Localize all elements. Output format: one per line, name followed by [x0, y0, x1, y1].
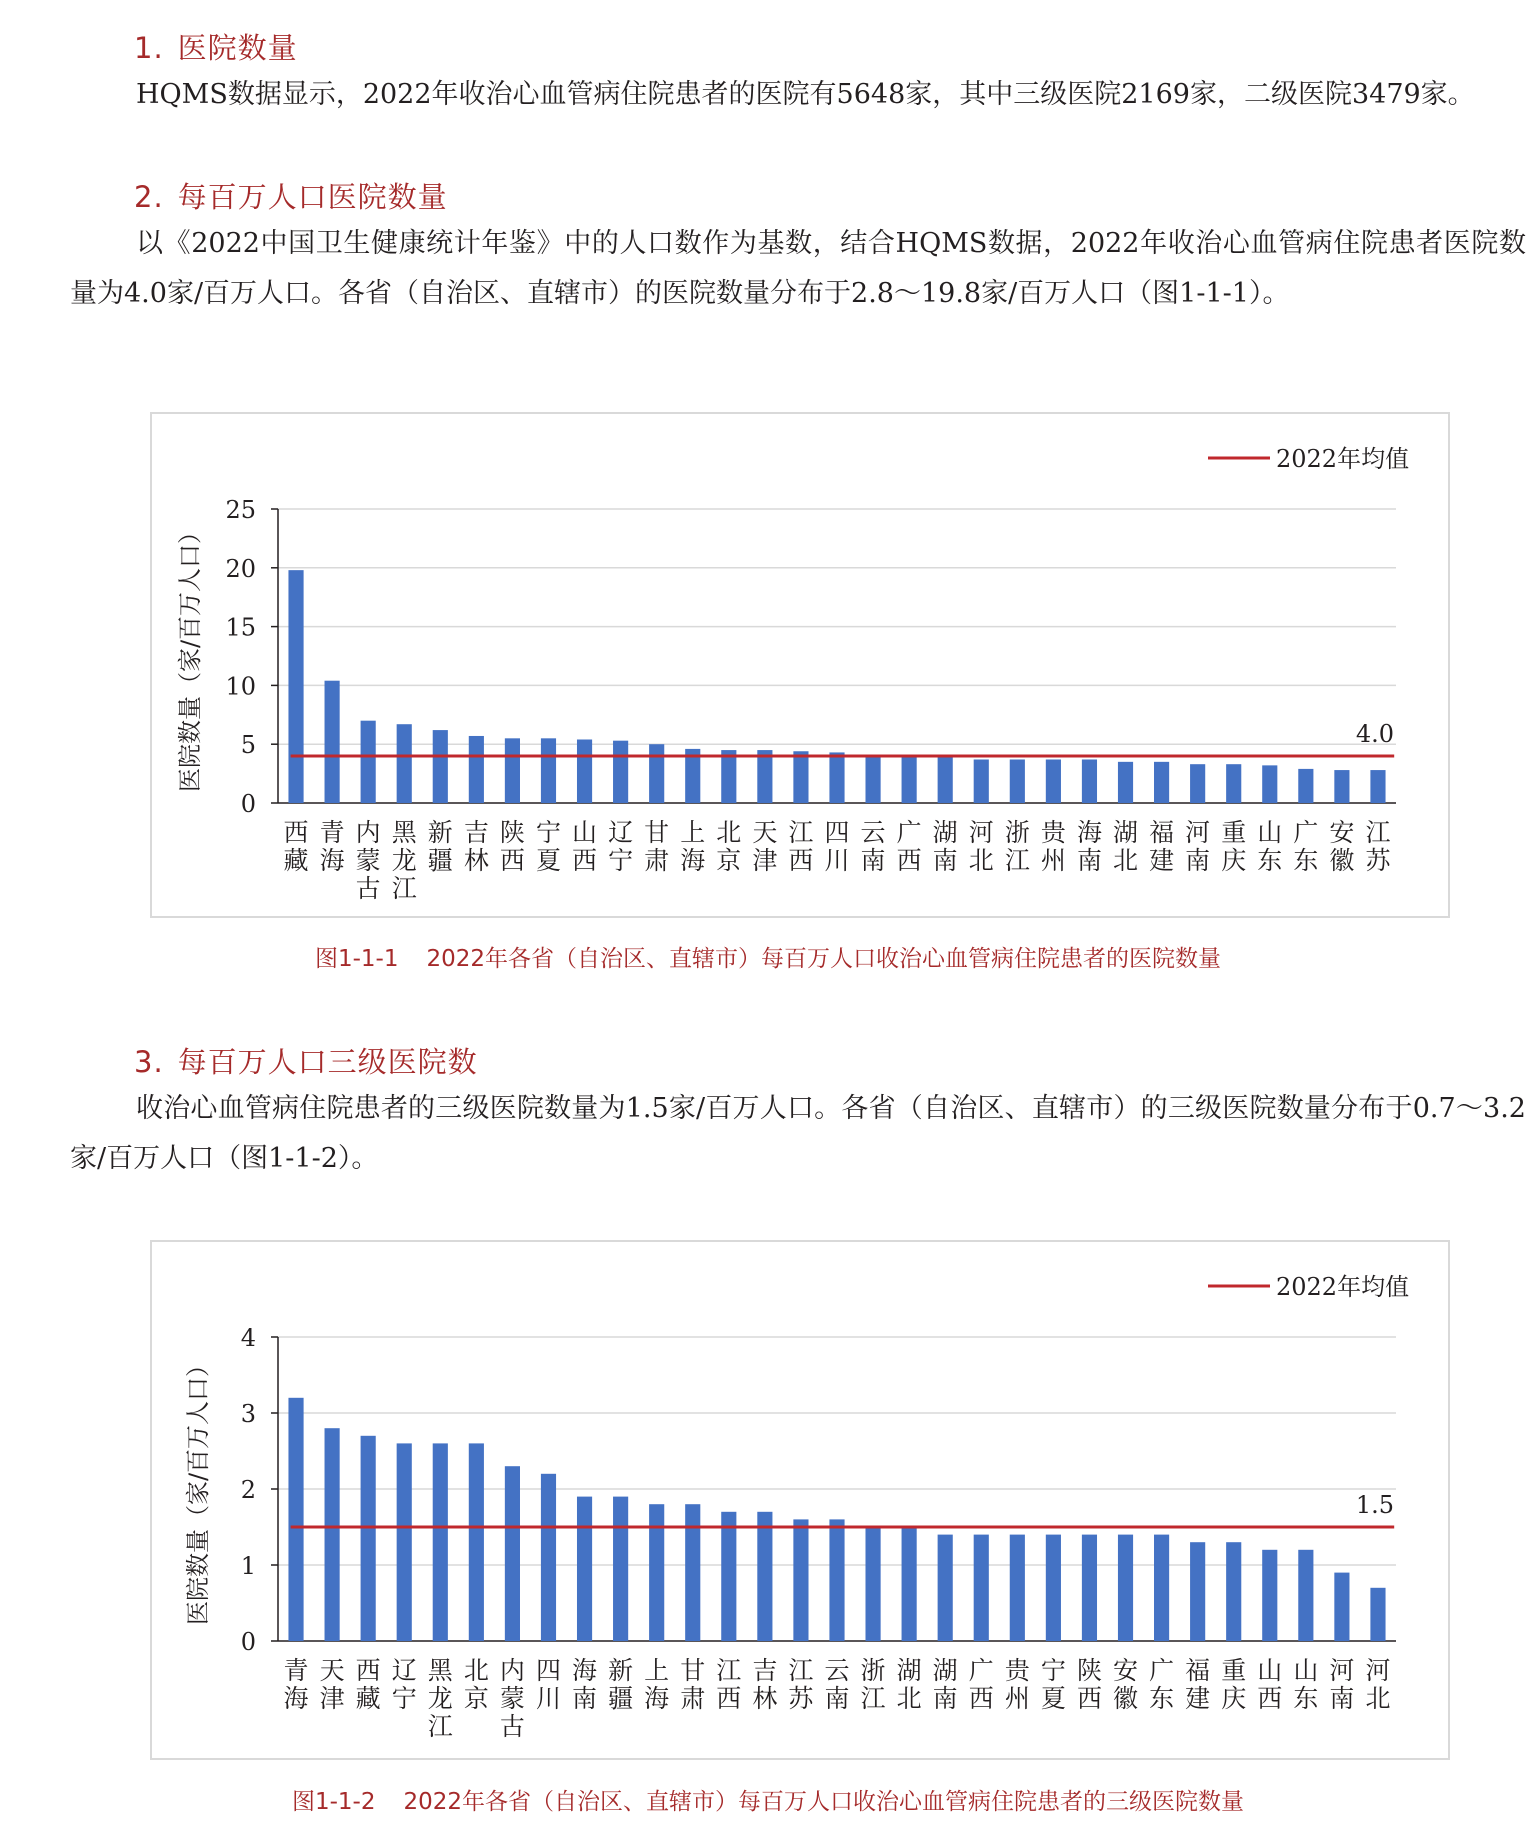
section2-number: 2.	[134, 180, 164, 214]
chart1-x-tick-label: 甘肃	[644, 818, 670, 875]
chart2-x-tick-label: 山东	[1293, 1656, 1319, 1713]
chart1-x-tick-label: 安徽	[1329, 818, 1355, 875]
chart2-frame	[150, 1240, 1450, 1760]
chart1-bar	[902, 756, 917, 803]
chart2-x-tick-label: 广西	[968, 1656, 994, 1713]
chart1-bar	[793, 751, 808, 803]
chart2-bar	[541, 1474, 556, 1641]
chart1-y-tick-label: 5	[240, 731, 256, 760]
chart1-bar	[577, 739, 592, 803]
chart2-bar	[1154, 1535, 1169, 1641]
chart2-x-tick-label: 辽宁	[391, 1656, 417, 1713]
chart2-bar	[938, 1535, 953, 1641]
chart1-x-tick-label: 湖南	[932, 818, 958, 875]
chart1-bar	[1082, 759, 1097, 803]
chart2-x-tick-label: 河北	[1365, 1656, 1391, 1713]
chart2-bar	[829, 1519, 844, 1641]
chart2-x-tick-label: 浙江	[860, 1656, 886, 1713]
section3-paragraph: 收治心血管病住院患者的三级医院数量为1.5家/百万人口。各省（自治区、直辖市）的三级医院数量分布于0.7～3.2家/百万人口（图1-1-2）。	[70, 1093, 1526, 1174]
chart2-bar	[1226, 1542, 1241, 1641]
chart1-fig-number: 图1-1-1	[314, 946, 399, 972]
chart2-title: 2022年各省（自治区、直辖市）每百万人口收治心血管病住院患者的三级医院数量	[403, 1789, 1245, 1815]
chart1-bar	[361, 721, 376, 803]
section1-paragraph: HQMS数据显示，2022年收治心血管病住院患者的医院有5648家，其中三级医院2169家，二级医院3479家。	[136, 79, 1475, 110]
chart2-x-tick-label: 宁夏	[1040, 1656, 1066, 1713]
chart1-bar	[1226, 764, 1241, 803]
chart2-mean-label: 1.5	[1355, 1491, 1394, 1519]
chart2-bar	[1334, 1573, 1349, 1641]
chart2-bar	[757, 1512, 772, 1641]
chart1-y-tick-label: 25	[225, 496, 256, 524]
chart2-x-tick-label: 天津	[319, 1656, 345, 1713]
chart1-x-tick-label: 北京	[716, 818, 742, 875]
chart1-y-tick-label: 15	[225, 613, 256, 642]
chart2-bar	[325, 1428, 340, 1641]
chart1-x-tick-label: 河北	[968, 818, 994, 875]
chart2-bar	[433, 1443, 448, 1641]
chart1-mean-label: 4.0	[1355, 719, 1394, 748]
chart1-x-tick-label: 黑龙江	[391, 818, 417, 903]
chart2-y-tick-label: 0	[240, 1628, 256, 1656]
chart2-y-tick-label: 3	[240, 1400, 256, 1428]
chart2-bar	[577, 1497, 592, 1641]
chart2-x-tick-label: 青海	[283, 1656, 309, 1713]
chart1-bar	[1190, 764, 1205, 803]
chart2-x-tick-label: 北京	[463, 1656, 489, 1713]
chart1-bar	[1010, 759, 1025, 803]
chart1-x-tick-label: 吉林	[463, 818, 489, 875]
chart2-bar	[649, 1504, 664, 1641]
chart1-y-tick-label: 0	[240, 790, 256, 818]
chart2-x-tick-label: 福建	[1185, 1656, 1211, 1713]
chart1-x-tick-label: 海南	[1076, 818, 1102, 875]
chart2-bar	[1082, 1535, 1097, 1641]
chart1-x-tick-label: 福建	[1149, 818, 1175, 875]
chart2-x-tick-label: 新疆	[608, 1656, 634, 1713]
chart2-x-tick-label: 重庆	[1221, 1656, 1247, 1713]
chart1-bar	[469, 736, 484, 803]
chart2-x-tick-label: 湖南	[932, 1656, 958, 1713]
chart2-bar	[974, 1535, 989, 1641]
chart2-x-tick-label: 西藏	[355, 1656, 381, 1713]
chart2-bar	[1298, 1550, 1313, 1641]
section3-number: 3.	[134, 1045, 164, 1079]
chart2-x-tick-label: 江西	[716, 1656, 742, 1713]
chart2-x-tick-label: 四川	[535, 1656, 561, 1713]
chart1-bar	[613, 741, 628, 803]
chart2-y-tick-label: 2	[240, 1476, 256, 1504]
chart1-bar	[974, 759, 989, 803]
chart2-legend-label: 2022年均值	[1276, 1273, 1410, 1301]
chart2-bar	[1370, 1588, 1385, 1641]
chart2-bar	[865, 1527, 880, 1641]
chart1-bar	[433, 730, 448, 803]
chart1-x-tick-label: 青海	[319, 818, 345, 875]
chart2-x-tick-label: 上海	[644, 1656, 670, 1713]
chart1-bar	[649, 744, 664, 803]
chart1-bar	[721, 750, 736, 803]
chart1-bar	[1370, 770, 1385, 803]
chart2-x-tick-label: 云南	[824, 1656, 850, 1713]
chart1-bar	[1046, 759, 1061, 803]
chart1	[152, 414, 1448, 916]
chart2-bar	[397, 1443, 412, 1641]
chart1-x-tick-label: 广东	[1293, 818, 1319, 875]
chart1-x-tick-label: 西藏	[283, 818, 309, 875]
chart1-x-tick-label: 贵州	[1040, 818, 1066, 875]
chart1-title: 2022年各省（自治区、直辖市）每百万人口收治心血管病住院患者的医院数量	[426, 946, 1222, 972]
chart1-bar	[1298, 769, 1313, 803]
chart1-x-tick-label: 天津	[752, 818, 778, 875]
chart1-bar	[757, 750, 772, 803]
section2-heading	[134, 175, 448, 216]
chart1-bar	[1154, 762, 1169, 803]
chart1-x-tick-label: 江苏	[1365, 818, 1391, 875]
chart2-bar	[288, 1398, 303, 1641]
chart1-caption	[0, 940, 1536, 973]
chart1-y-tick-label: 10	[225, 672, 256, 701]
chart2-bar	[1262, 1550, 1277, 1641]
chart1-bar	[865, 755, 880, 803]
chart1-x-tick-label: 云南	[860, 818, 886, 875]
chart1-bar	[397, 724, 412, 803]
chart1-bar	[1334, 770, 1349, 803]
chart1-x-tick-label: 重庆	[1221, 818, 1247, 875]
chart2-bar	[469, 1443, 484, 1641]
chart1-x-tick-label: 陕西	[499, 818, 525, 875]
chart1-x-tick-label: 上海	[680, 818, 706, 875]
chart2-bar	[793, 1519, 808, 1641]
chart1-x-tick-label: 广西	[896, 818, 922, 875]
chart1-bar	[505, 738, 520, 803]
chart1-x-tick-label: 新疆	[427, 818, 453, 875]
chart2-bar	[361, 1436, 376, 1641]
chart2-bar	[1046, 1535, 1061, 1641]
chart2	[152, 1242, 1448, 1758]
chart2-bar	[1010, 1535, 1025, 1641]
chart2-x-tick-label: 内蒙古	[499, 1656, 525, 1741]
chart2-bar	[1118, 1535, 1133, 1641]
chart2-y-tick-label: 4	[240, 1324, 256, 1352]
chart1-x-tick-label: 河南	[1185, 818, 1211, 875]
chart2-bar	[505, 1466, 520, 1641]
section3-heading	[134, 1040, 478, 1081]
chart2-x-tick-label: 安徽	[1113, 1656, 1139, 1713]
chart2-x-tick-label: 吉林	[752, 1656, 778, 1713]
chart1-x-tick-label: 辽宁	[608, 818, 634, 875]
chart1-legend-label: 2022年均值	[1276, 445, 1410, 473]
section2-paragraph: 以《2022中国卫生健康统计年鉴》中的人口数作为基数，结合HQMS数据，2022年收治心血管病住院患者医院数量为4.0家/百万人口。各省（自治区、直辖市）的医院数量分布于2.8～19.8家/百万人口（图1-1-1）。	[70, 228, 1526, 309]
chart2-bar	[902, 1527, 917, 1641]
chart2-bar	[613, 1497, 628, 1641]
chart1-x-tick-label: 湖北	[1113, 818, 1139, 875]
chart1-y-axis-label: 医院数量（家/百万人口）	[176, 519, 204, 793]
chart2-x-tick-label: 甘肃	[680, 1656, 706, 1713]
chart1-x-tick-label: 山东	[1257, 818, 1283, 875]
chart2-x-tick-label: 广东	[1149, 1656, 1175, 1713]
chart2-bar	[1190, 1542, 1205, 1641]
chart1-x-tick-label: 四川	[824, 818, 850, 875]
chart2-y-axis-label: 医院数量（家/百万人口）	[184, 1352, 212, 1626]
chart1-x-tick-label: 江西	[788, 818, 814, 875]
chart2-x-tick-label: 贵州	[1004, 1656, 1030, 1713]
chart1-bar	[938, 757, 953, 803]
chart1-bar	[288, 570, 303, 803]
chart2-x-tick-label: 陕西	[1076, 1656, 1102, 1713]
chart1-bar	[1262, 765, 1277, 803]
chart2-x-tick-label: 江苏	[788, 1656, 814, 1713]
chart1-x-tick-label: 山西	[572, 818, 598, 875]
chart1-y-tick-label: 20	[225, 554, 256, 583]
chart1-bar	[541, 738, 556, 803]
chart1-frame	[150, 412, 1450, 918]
chart1-bar	[1118, 762, 1133, 803]
section3-title: 每百万人口三级医院数	[177, 1045, 478, 1079]
chart1-bar	[829, 752, 844, 803]
chart2-bar	[685, 1504, 700, 1641]
section1-title: 医院数量	[177, 31, 298, 65]
chart2-x-tick-label: 湖北	[896, 1656, 922, 1713]
chart2-y-tick-label: 1	[240, 1552, 256, 1580]
chart1-x-tick-label: 宁夏	[535, 818, 561, 875]
chart2-caption	[0, 1783, 1536, 1816]
section1-heading	[134, 26, 298, 67]
chart2-x-tick-label: 海南	[572, 1656, 598, 1713]
chart2-fig-number: 图1-1-2	[291, 1789, 376, 1815]
chart1-x-tick-label: 浙江	[1004, 818, 1030, 875]
chart2-x-tick-label: 黑龙江	[427, 1656, 453, 1741]
chart2-x-tick-label: 山西	[1257, 1656, 1283, 1713]
chart2-x-tick-label: 河南	[1329, 1656, 1355, 1713]
chart1-x-tick-label: 内蒙古	[355, 818, 381, 903]
chart1-bar	[325, 681, 340, 803]
section1-number: 1.	[134, 31, 164, 65]
chart2-bar	[721, 1512, 736, 1641]
section2-title: 每百万人口医院数量	[177, 180, 448, 214]
